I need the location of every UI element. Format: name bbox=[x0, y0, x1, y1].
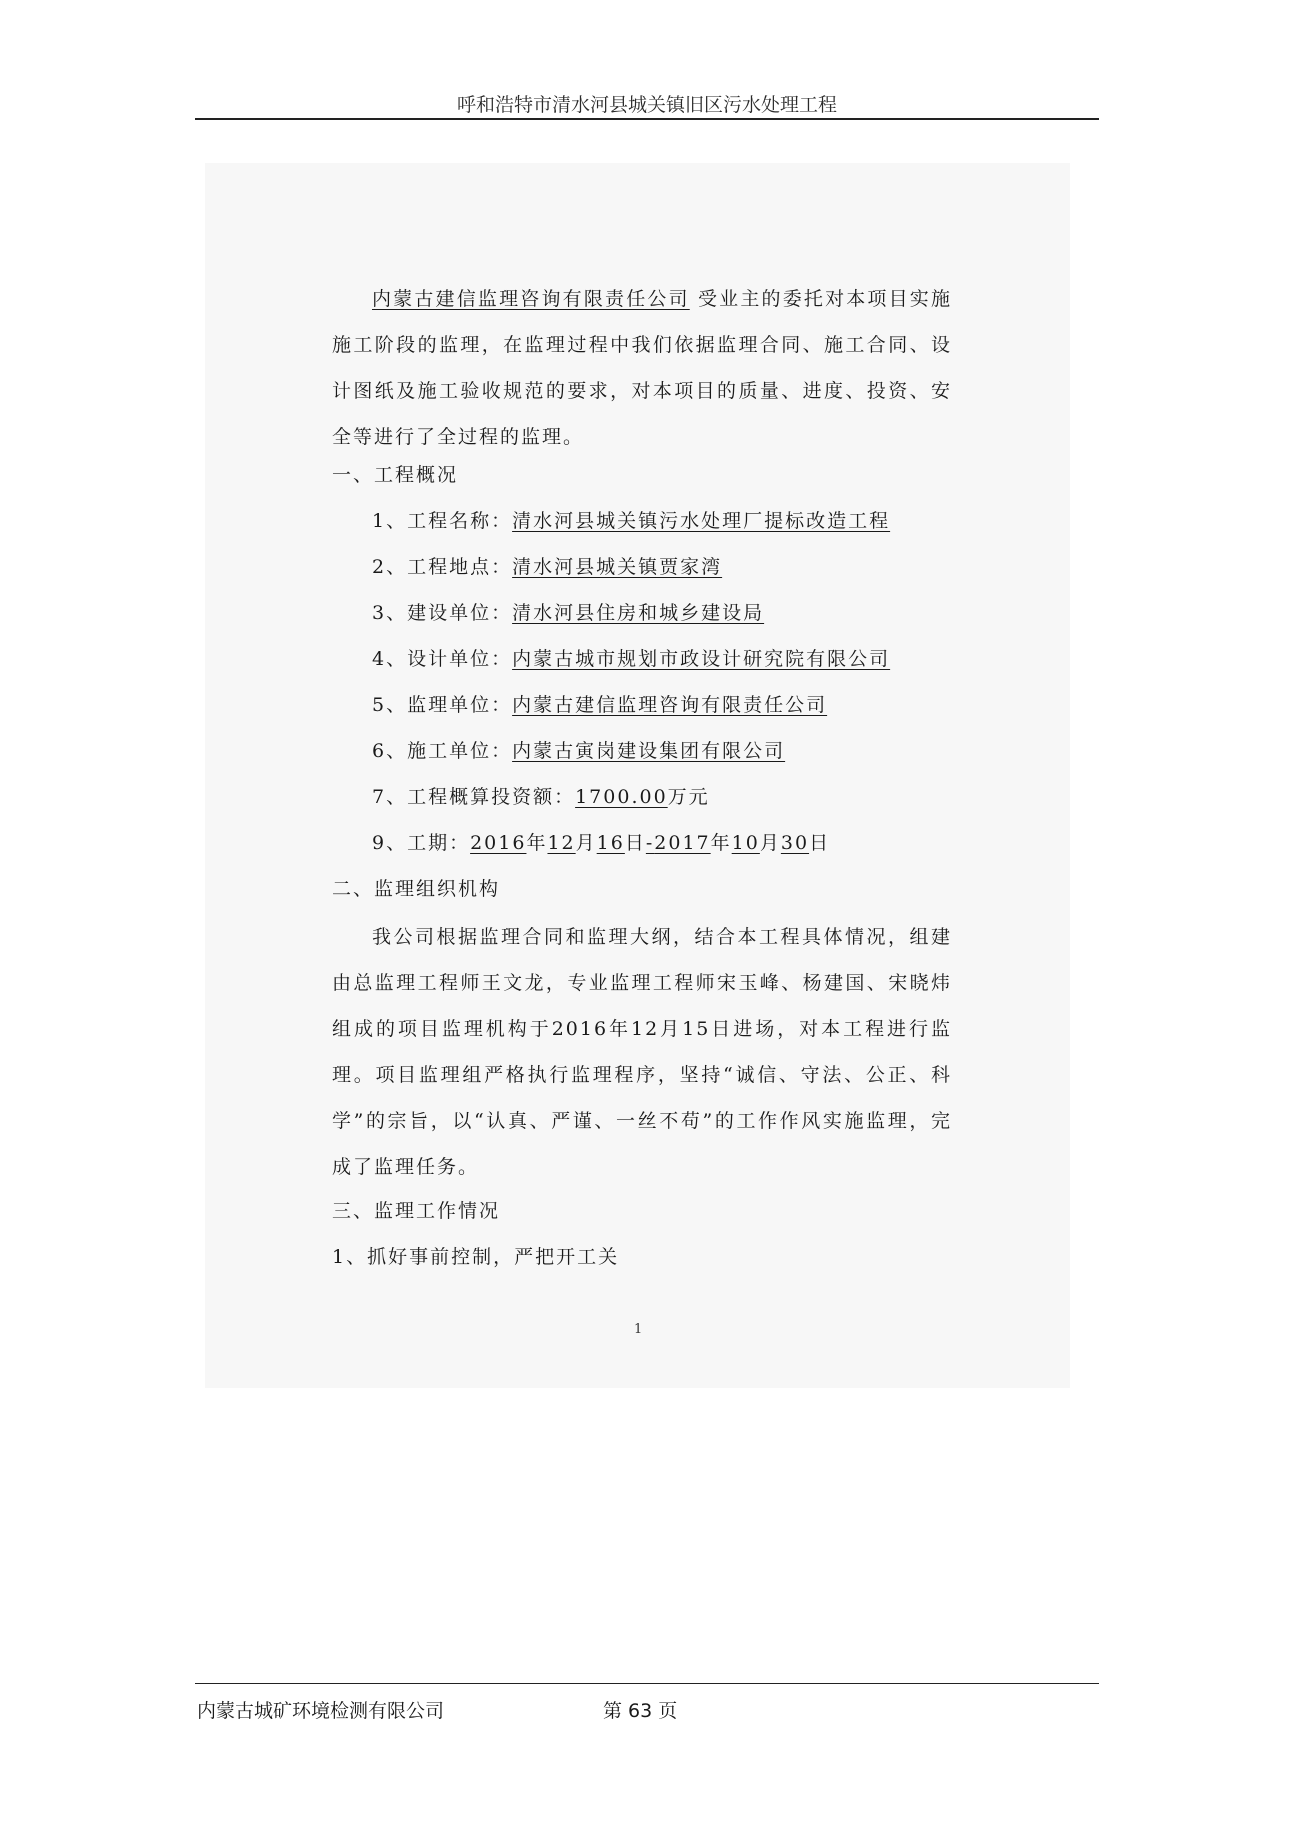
scan-page-number: 1 bbox=[634, 1322, 643, 1337]
header-divider bbox=[195, 118, 1099, 120]
construction-period bbox=[372, 828, 830, 858]
month-char: 月 bbox=[575, 832, 597, 854]
footer-divider bbox=[195, 1683, 1099, 1684]
section2-heading: 二、监理组织机构 bbox=[332, 878, 501, 900]
intro-paragraph bbox=[332, 276, 952, 460]
end-month: 10 bbox=[731, 832, 760, 854]
item-label: 2、工程地点： bbox=[372, 556, 513, 578]
item-value: 1700.00 bbox=[575, 786, 668, 808]
year-char: 年 bbox=[526, 832, 548, 854]
footer-page-number: 第 63 页 bbox=[603, 1700, 678, 1722]
header-title: 呼和浩特市清水河县城关镇旧区污水处理工程 bbox=[456, 94, 837, 116]
footer-company: 内蒙古城矿环境检测有限公司 bbox=[197, 1700, 445, 1722]
item-label: 7、工程概算投资额： bbox=[372, 786, 576, 808]
section2-paragraph: 我公司根据监理合同和监理大纲，结合本工程具体情况，组建由总监理工程师王文龙，专业监理工程师宋玉峰、杨建国、宋晓炜组成的项目监理机构于2016年12月15日进场，对本工程进行监理。项目监理组严格执行监理程序，坚持“诚信、守法、公正、科学”的宗旨，以“认真、严谨、一丝不苟”的工作作风实施监理，完成了监理任务。 bbox=[332, 926, 952, 1178]
project-item bbox=[372, 782, 710, 812]
item-suffix: 万元 bbox=[667, 786, 710, 808]
item-label: 1、工程名称： bbox=[372, 510, 513, 532]
end-day: 30 bbox=[780, 832, 810, 854]
item-value: 内蒙古建信监理咨询有限责任公司 bbox=[512, 694, 828, 716]
item-value: 清水河县住房和城乡建设局 bbox=[512, 602, 765, 624]
period-dash: - bbox=[645, 832, 655, 854]
month-char: 月 bbox=[759, 832, 781, 854]
year-char: 年 bbox=[710, 832, 732, 854]
item-value: 清水河县城关镇贾家湾 bbox=[512, 556, 723, 578]
end-year: 2017 bbox=[654, 832, 711, 854]
section1-heading: 一、工程概况 bbox=[332, 464, 459, 486]
item-label: 5、监理单位： bbox=[372, 694, 513, 716]
intro-company: 内蒙古建信监理咨询有限责任公司 bbox=[372, 288, 690, 310]
item-label: 4、设计单位： bbox=[372, 648, 513, 670]
project-item bbox=[372, 506, 890, 536]
project-item bbox=[372, 644, 890, 674]
item-value: 内蒙古城市规划市政设计研究院有限公司 bbox=[512, 648, 891, 670]
intro-text: 受业主的委托对本项目实施施工阶段的监理，在监理过程中我们依据监理合同、施工合同、设计图纸及施工验收规范的要求，对本项目的质量、进度、投资、安全等进行了全过程的监理。 bbox=[332, 288, 952, 448]
project-item bbox=[372, 736, 785, 766]
start-year: 2016 bbox=[470, 832, 527, 854]
project-item bbox=[372, 690, 827, 720]
start-month: 12 bbox=[547, 832, 576, 854]
item-value: 内蒙古寅岗建设集团有限公司 bbox=[512, 740, 786, 762]
day-char: 日 bbox=[624, 832, 646, 854]
project-item bbox=[372, 552, 722, 582]
start-day: 16 bbox=[596, 832, 625, 854]
project-item bbox=[372, 598, 764, 628]
section3-subheading: 1、抓好事前控制，严把开工关 bbox=[332, 1246, 620, 1268]
item-label: 6、施工单位： bbox=[372, 740, 513, 762]
day-char: 日 bbox=[809, 832, 831, 854]
period-label: 9、工期： bbox=[372, 832, 471, 854]
item-value: 清水河县城关镇污水处理厂提标改造工程 bbox=[512, 510, 891, 532]
item-label: 3、建设单位： bbox=[372, 602, 513, 624]
section3-heading: 三、监理工作情况 bbox=[332, 1200, 501, 1222]
